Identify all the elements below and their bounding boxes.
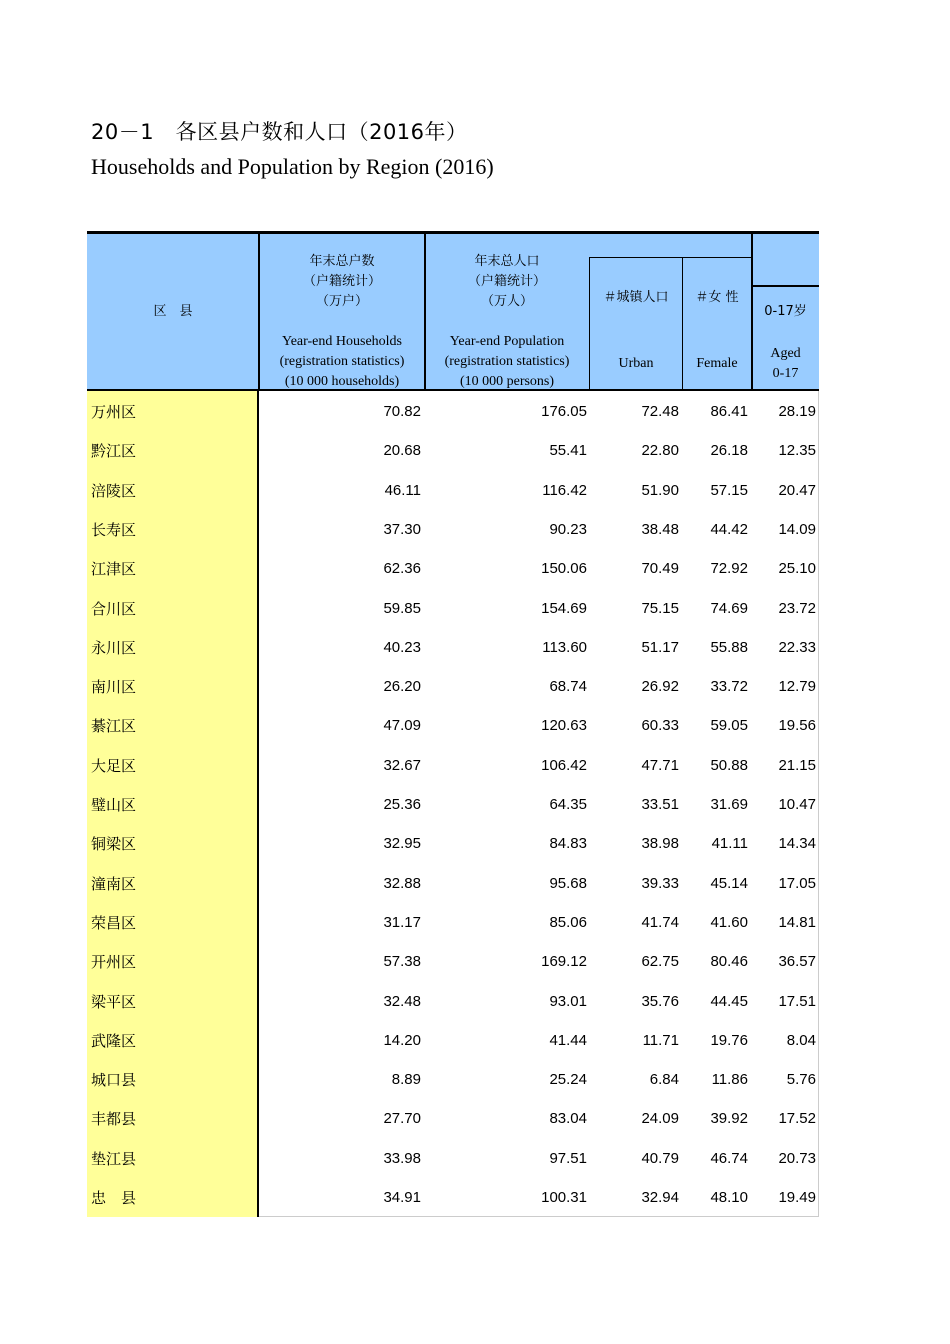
cell-households: 33.98	[383, 1149, 421, 1167]
cell-urban: 51.90	[641, 481, 679, 499]
header-female-en: Female	[696, 356, 738, 371]
header-population-zh3: （万人）	[480, 294, 533, 309]
cell-urban: 51.17	[641, 638, 679, 656]
header-aged-zh: 0-17岁	[764, 304, 807, 319]
region-name: 綦江区	[91, 717, 137, 736]
cell-population: 95.68	[549, 874, 587, 892]
cell-aged: 19.49	[778, 1189, 816, 1206]
cell-urban: 32.94	[641, 1189, 679, 1206]
cell-female: 33.72	[710, 678, 748, 696]
cell-population: 120.63	[541, 717, 587, 735]
cell-aged: 17.51	[778, 992, 816, 1010]
header-divider	[682, 257, 683, 391]
cell-urban: 35.76	[641, 992, 679, 1010]
cell-aged: 14.81	[778, 913, 816, 931]
cell-households: 46.11	[384, 481, 421, 499]
cell-population: 84.83	[549, 835, 587, 853]
cell-urban: 26.92	[641, 678, 679, 696]
header-households-zh2: （户籍统计）	[302, 274, 381, 289]
cell-urban: 62.75	[641, 953, 679, 971]
table-row	[87, 705, 819, 744]
header-divider	[589, 257, 752, 258]
cell-population: 116.42	[542, 481, 587, 499]
cell-households: 20.68	[383, 442, 421, 460]
cell-urban: 11.71	[642, 1031, 679, 1049]
cell-households: 27.70	[383, 1110, 421, 1128]
cell-female: 48.10	[710, 1189, 748, 1206]
cell-urban: 75.15	[641, 599, 679, 617]
cell-population: 93.01	[549, 992, 587, 1010]
cell-households: 32.88	[383, 874, 421, 892]
header-households-zh3: （万户）	[315, 294, 368, 309]
cell-households: 59.85	[383, 599, 421, 617]
table-row	[87, 666, 819, 705]
cell-female: 19.76	[710, 1031, 748, 1049]
cell-households: 32.48	[383, 992, 421, 1010]
cell-population: 100.31	[541, 1189, 587, 1206]
cell-aged: 10.47	[778, 796, 816, 813]
cell-aged: 12.79	[778, 678, 816, 696]
cell-female: 41.11	[711, 835, 748, 853]
table-row	[87, 823, 819, 862]
cell-urban: 70.49	[641, 560, 679, 578]
cell-aged: 14.34	[778, 835, 816, 853]
region-name: 黔江区	[91, 442, 137, 461]
cell-female: 45.14	[710, 874, 748, 892]
table-row	[87, 941, 819, 980]
region-name: 合川区	[91, 599, 137, 618]
region-name: 垫江县	[91, 1149, 137, 1168]
table-row	[87, 1098, 819, 1137]
cell-aged: 21.15	[778, 756, 816, 774]
page-title-zh: 20－1 各区县户数和人口（2016年）	[91, 120, 468, 144]
table-row	[87, 509, 819, 548]
cell-population: 85.06	[549, 913, 587, 931]
header-households-en1: Year-end Households	[281, 334, 402, 349]
header-aged-en1: Aged	[770, 346, 801, 361]
cell-female: 46.74	[710, 1149, 748, 1167]
table-row	[87, 902, 819, 941]
cell-aged: 36.57	[778, 953, 816, 971]
cell-aged: 23.72	[778, 599, 816, 617]
header-female-zh: ＃女 性	[695, 290, 739, 305]
cell-population: 90.23	[549, 520, 587, 538]
header-aged-en2: 0-17	[772, 366, 799, 381]
cell-female: 11.86	[711, 1071, 748, 1089]
cell-population: 106.42	[541, 756, 587, 774]
cell-aged: 22.33	[778, 638, 816, 656]
cell-urban: 38.98	[641, 835, 679, 853]
cell-urban: 24.09	[641, 1110, 679, 1128]
cell-population: 176.05	[541, 403, 587, 420]
header-urban-en: Urban	[618, 356, 654, 371]
cell-population: 64.35	[549, 796, 587, 813]
header-households-zh1: 年末总户数	[309, 254, 375, 269]
cell-female: 80.46	[710, 953, 748, 971]
region-name: 武隆区	[91, 1031, 137, 1050]
cell-population: 41.44	[549, 1031, 587, 1049]
cell-households: 47.09	[383, 717, 421, 735]
cell-female: 74.69	[710, 599, 748, 617]
header-urban-zh: ＃城镇人口	[603, 290, 669, 305]
cell-households: 26.20	[383, 678, 421, 696]
header-divider	[424, 231, 426, 391]
region-name: 南川区	[91, 678, 137, 697]
cell-female: 59.05	[710, 717, 748, 735]
cell-population: 68.74	[549, 678, 587, 696]
region-name: 涪陵区	[91, 481, 137, 500]
cell-households: 32.95	[383, 835, 421, 853]
table-row	[87, 430, 819, 469]
table-row	[87, 1059, 819, 1098]
cell-households: 25.36	[383, 796, 421, 813]
cell-aged: 19.56	[778, 717, 816, 735]
cell-households: 62.36	[383, 560, 421, 578]
cell-population: 154.69	[541, 599, 587, 617]
cell-urban: 72.48	[641, 403, 679, 420]
cell-population: 113.60	[542, 638, 587, 656]
cell-population: 55.41	[549, 442, 587, 460]
cell-female: 86.41	[710, 403, 748, 420]
header-population-zh2: （户籍统计）	[467, 274, 546, 289]
cell-households: 70.82	[383, 403, 421, 420]
cell-aged: 28.19	[778, 403, 816, 420]
header-divider	[752, 285, 819, 287]
region-name: 忠 县	[91, 1189, 137, 1207]
cell-female: 72.92	[710, 560, 748, 578]
cell-urban: 39.33	[641, 874, 679, 892]
region-name: 江津区	[91, 560, 137, 579]
cell-population: 150.06	[541, 560, 587, 578]
cell-urban: 33.51	[641, 796, 679, 813]
cell-aged: 12.35	[778, 442, 816, 460]
cell-households: 57.38	[383, 953, 421, 971]
cell-aged: 8.04	[786, 1031, 816, 1049]
cell-households: 8.89	[391, 1071, 421, 1089]
cell-households: 31.17	[383, 913, 421, 931]
cell-population: 97.51	[549, 1149, 587, 1167]
cell-female: 26.18	[710, 442, 748, 460]
cell-population: 25.24	[549, 1071, 587, 1089]
cell-urban: 47.71	[641, 756, 679, 774]
table-row	[87, 588, 819, 627]
region-name: 铜梁区	[91, 835, 137, 854]
header-region: 区 县	[153, 304, 193, 319]
header-divider	[751, 231, 753, 391]
cell-aged: 20.73	[778, 1149, 816, 1167]
region-name: 长寿区	[91, 520, 137, 539]
cell-aged: 20.47	[778, 481, 816, 499]
header-population-en2: (registration statistics)	[444, 354, 570, 369]
region-name: 城口县	[91, 1071, 137, 1090]
cell-female: 31.69	[710, 796, 748, 813]
region-name: 梁平区	[91, 992, 137, 1011]
cell-aged: 17.52	[778, 1110, 816, 1128]
cell-households: 32.67	[383, 756, 421, 774]
table-row	[87, 1020, 819, 1059]
header-households	[259, 252, 425, 392]
region-name: 潼南区	[91, 874, 137, 893]
page-title-en: Households and Population by Region (2016)	[91, 154, 494, 179]
header-households-en2: (registration statistics)	[279, 354, 405, 369]
cell-households: 14.20	[383, 1031, 421, 1049]
table-row	[87, 784, 819, 823]
cell-households: 37.30	[383, 520, 421, 538]
cell-households: 34.91	[383, 1189, 421, 1206]
table-bottom-border	[259, 1216, 819, 1217]
cell-urban: 40.79	[641, 1149, 679, 1167]
region-name: 开州区	[91, 953, 137, 972]
header-population-en3: (10 000 persons)	[459, 374, 555, 389]
header-divider	[589, 257, 590, 391]
table-row	[87, 1138, 819, 1177]
header-population	[425, 252, 589, 392]
region-name: 万州区	[91, 403, 137, 421]
cell-urban: 22.80	[641, 442, 679, 460]
table-row	[87, 627, 819, 666]
cell-urban: 6.84	[649, 1071, 679, 1089]
cell-aged: 25.10	[778, 560, 816, 578]
cell-female: 50.88	[710, 756, 748, 774]
region-name: 荣昌区	[91, 913, 137, 932]
cell-households: 40.23	[383, 638, 421, 656]
table-row	[87, 391, 819, 430]
table-row	[87, 1177, 819, 1216]
cell-urban: 60.33	[641, 717, 679, 735]
table-header	[87, 231, 819, 391]
cell-female: 41.60	[710, 913, 748, 931]
table-row	[87, 981, 819, 1020]
cell-population: 83.04	[549, 1110, 587, 1128]
cell-urban: 41.74	[641, 913, 679, 931]
region-name: 永川区	[91, 638, 137, 657]
region-name: 丰都县	[91, 1110, 137, 1129]
header-population-zh1: 年末总人口	[474, 254, 540, 269]
cell-aged: 14.09	[778, 520, 816, 538]
table-row	[87, 863, 819, 902]
cell-urban: 38.48	[641, 520, 679, 538]
cell-female: 55.88	[710, 638, 748, 656]
table-row	[87, 745, 819, 784]
table-row	[87, 470, 819, 509]
table-right-border	[818, 391, 819, 1217]
cell-female: 57.15	[710, 481, 748, 499]
region-name: 璧山区	[91, 796, 137, 814]
cell-female: 44.42	[710, 520, 748, 538]
header-population-en1: Year-end Population	[449, 334, 565, 349]
header-households-en3: (10 000 households)	[284, 374, 400, 389]
cell-female: 44.45	[710, 992, 748, 1010]
region-name: 大足区	[91, 756, 137, 775]
cell-aged: 5.76	[786, 1071, 816, 1089]
cell-population: 169.12	[541, 953, 587, 971]
header-divider	[258, 231, 260, 391]
cell-female: 39.92	[710, 1110, 748, 1128]
table-row	[87, 548, 819, 587]
cell-aged: 17.05	[778, 874, 816, 892]
table-body	[87, 391, 819, 1217]
